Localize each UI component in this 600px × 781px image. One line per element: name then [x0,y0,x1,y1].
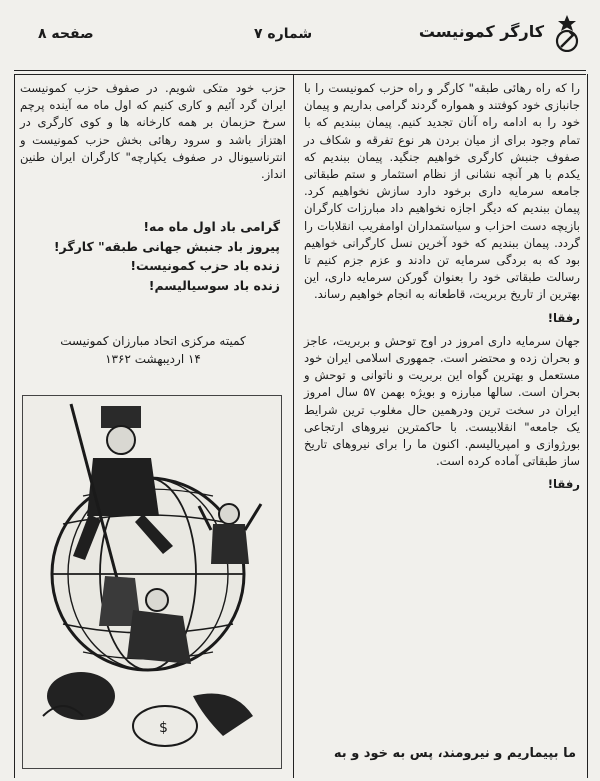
slogans-block [30,218,280,296]
slogan-line: گرامی باد اول ماه مه! [143,219,280,234]
svg-text:$: $ [159,720,168,736]
page-header [14,12,586,60]
body-paragraph: را که راه رهائی طبقه" کارگر و راه حزب کمونیست را با جانبازی خود کوفتند و همواره گردند گرامی بداریم و پیمان خود را به ادامه راه آنان تجدید کنیم. پیمان ببندیم که با تمام وجود برای از میان بردن هر نوع تفرقه و شکاف در صفوف جنبش کارگری خواهیم جنگید. پیمان ببندیم که یکدم با هر آنچه نشانی از نظام استثمار و ستم طبقاتی جامعه سرمایه داری برخود دارد سازش نخواهیم کرد. پیمان ببندیم که دیگر اجازه نخواهیم داد مبارزات کارگران بازیچه دست احزاب و سیاستمداران اوامفریب انقلابات را گردد. پیمان ببندیم که خود آخرین نسل کارگرانی خواهیم بود که به بردگی سرمایه تن دادند و عزم جزم کنیم تا رسالت طبقاتی خود را بعنوان گورکن سرمایه داری، این بهترین از تاریخ بربریت، قاطعانه به انجام خواهیم رساند. [304,81,580,302]
signature-block [20,332,286,368]
page-number: صفحه ۸ [38,26,94,42]
slogan-line: پیروز باد جنبش جهانی طبقه" کارگر! [53,238,280,254]
left-column [20,80,286,183]
cartoon-drawing [23,396,281,768]
issue-number: شماره ۷ [254,26,313,42]
slogan-line: زنده باد حزب کمونیست! [130,258,280,273]
column-divider [293,74,294,778]
header-rule [14,70,586,71]
body-paragraph: جهان سرمایه داری امروز در اوج توحش و بربریت، عاجز و بحران زده و محتضر است. جمهوری اسلامی ایران خود مستعمل و بهترین گواه این بربریت و ناتوانی و توحش و بحران است. سالها مبارزه و بویژه بهمن ۵۷ سال امروز ایران در سخت ترین ودرهمین حال مغلوب ترین شرایط یک جامعه" انقلابیست. با حاکمترین نیروهای ارتجاعی بورژوازی و امپریالیسم. اکنون ما را برای نیروهای تاریخ ساز طبقاتی آماده کرده است. [304,333,580,469]
slogan-line: زنده باد سوسیالیسم! [148,277,280,293]
political-cartoon-image [22,395,282,769]
right-column [304,80,580,500]
closing-line: ما بپیماریم و نیرومند، پس به خود و به [333,746,576,761]
signature-organization: کمیته مرکزی اتحاد مبارزان کمونیست [60,334,246,348]
hammer-sickle-star-icon [550,14,584,52]
masthead-title: کارگر کمونیست [418,22,544,41]
signature-date: ۱۴ اردیبهشت ۱۳۶۲ [105,352,201,366]
salute-heading: رفقا! [547,477,580,492]
salute-heading: رفقا! [547,310,580,325]
body-paragraph: حزب خود متکی شویم. در صفوف حزب کمونیست ایران گرد آئیم و کاری کنیم که اول ماه مه آینده پرچم سرخ حزبمان بر همه کارخانه ها و کوی کارگری در اهتزاز باشد و سرود رهائی بخش حزب کمونیست و انترناسیونال در صفوف یکپارچه" کارگران ایران طنین انداز. [20,81,286,182]
